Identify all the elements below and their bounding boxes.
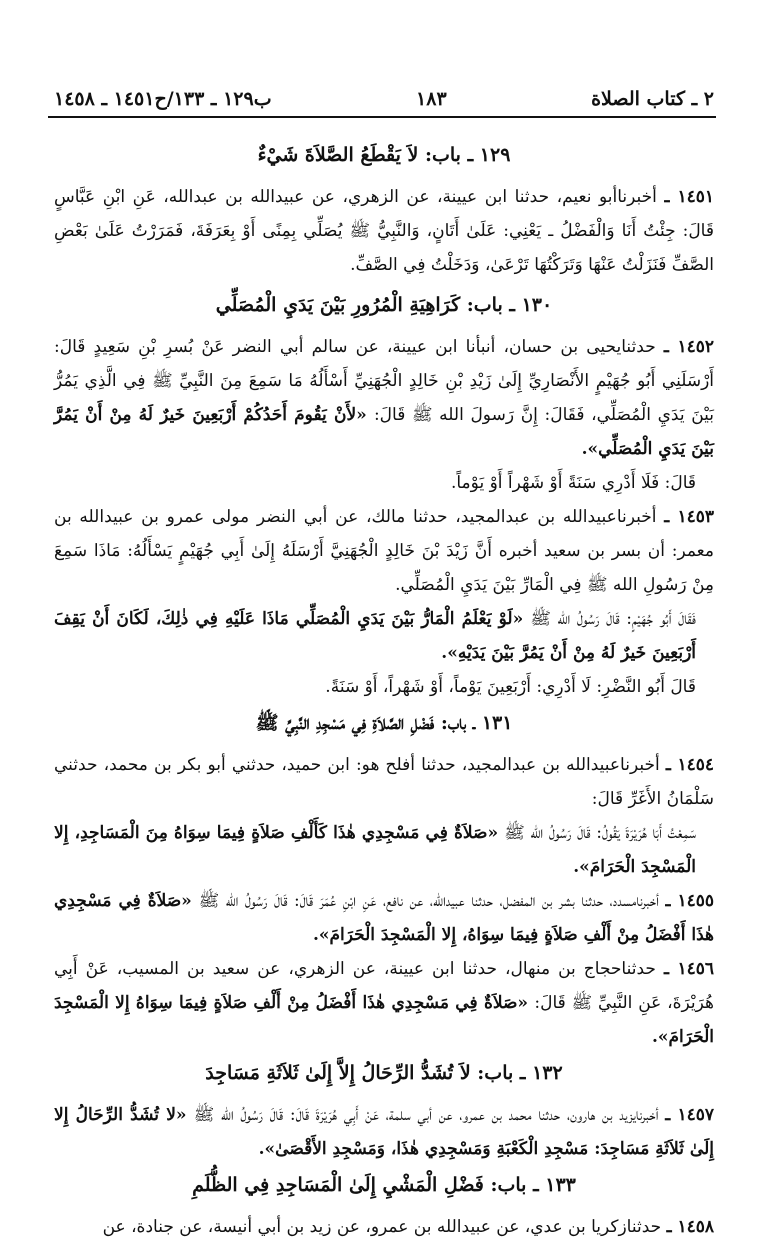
header-page-number: ١٨٣: [416, 88, 447, 110]
hadith-number: ١٤٥٨ ـ: [666, 1217, 714, 1237]
hadith-number: ١٤٥٤ ـ: [665, 755, 714, 775]
hadith-text: فَقَالَ أَبُو جُهَيْمٍ: قَالَ رَسُولُ الله ﷺ: [530, 609, 696, 629]
hadith-text: قَالَ أَبُو النَّضْرِ: لَا أَدْرِي: أَرْبَعِينَ يَوْماً، أَوْ شَهْراً، أَوْ سَنَةً.: [325, 677, 696, 697]
page-body: [54, 140, 714, 1244]
hadith-text: حدثنايحيى بن حسان، أنبأنا ابن عيينة، عن سالم أبي النضر عَنْ بُسرِ بْنِ سَعِيدٍ قَالَ: أَرْسَلَنِي أَبُو جُهَيْمٍ الأَنْصَارِيِّ إِلَىٰ زَيْدِ بْنِ خَالِدٍ الْجُهَنِيِّ أَسْأَلُهُ مَا سَمِعَ مِنَ النَّبِيِّ ﷺ فِي الَّذِي يَمُرُّ بَيْنَ يَدَيِ الْمُصَلِّي، فَقَالَ: إِنَّ رَسولَ الله ﷺ قَالَ:: [54, 337, 714, 425]
hadith-text: سَمِعْتُ أَبَا هُرَيْرَةَ يَقُولُ: قَالَ رَسُولُ الله ﷺ: [504, 823, 697, 843]
hadith-paragraph: [54, 602, 714, 670]
hadith-text: أخبرنامسدد، حدثنا بشر بن المفضل، حدثنا عبيدالله، عن نافع، عَنِ ابْنِ عُمَرَ قَالَ: قَالَ رَسُولُ الله ﷺ: [198, 891, 666, 911]
hadith-paragraph: [54, 180, 714, 282]
hadith-paragraph: [54, 1098, 714, 1166]
hadith-paragraph: [54, 670, 714, 704]
chapter-title: ١٣٢ ـ باب: لاَ تُشَدُّ الرِّحَالُ إِلاَّ إِلَىٰ ثَلاَثَةِ مَسَاجِدَ: [205, 1062, 563, 1084]
chapter-title: ١٢٩ ـ باب: لاَ يَقْطَعُ الصَّلاَةَ شَيْءٌ: [257, 144, 511, 166]
hadith-number: ١٤٥٥ ـ: [665, 891, 714, 911]
chapter-title: ١٣٠ ـ باب: كَرَاهِيَةِ الْمُرُورِ بَيْنَ يَدَيِ الْمُصَلِّي: [215, 294, 553, 316]
hadith-paragraph: [54, 330, 714, 466]
header-range: ب١٢٩ ـ ١٣٣/ح١٤٥١ ـ ١٤٥٨: [54, 88, 272, 110]
hadith-paragraph: [54, 884, 714, 952]
hadith-paragraph: [54, 952, 714, 1054]
hadith-paragraph: [54, 816, 714, 884]
hadith-quote: «صَلاَةٌ فِي مَسْجِدِي هٰذَا أَفْضَلُ مِنْ أَلْفِ صَلاَةٍ فِيمَا سِوَاهُ، إِلا الْمَسْجِدَ الْحَرَامَ».: [54, 891, 714, 945]
hadith-text: حدثنازكريا بن عدي، عن عبيدالله بن عمرو، عن زيد بن أبي أنيسة، عن جنادة، عن: [102, 1217, 667, 1237]
header-rule: [48, 116, 716, 118]
hadith-number: ١٤٥٢ ـ: [663, 337, 715, 357]
hadith-number: ١٤٥٦ ـ: [663, 959, 715, 979]
hadith-number: ١٤٥٣ ـ: [664, 507, 714, 527]
hadith-number: ١٤٥١ ـ: [664, 187, 714, 207]
hadith-quote: «صَلاَةٌ فِي مَسْجِدِي هٰذَا أَفْضَلُ مِنْ أَلْفِ صَلاَةٍ فِيمَا سِوَاهُ إِلا الْمَسْجِدَ الْحَرَامَ».: [54, 993, 714, 1047]
hadith-paragraph: [54, 1210, 714, 1244]
hadith-quote: «لَوْ يَعْلَمُ الْمَارُّ بَيْنَ يَدَيِ الْمُصَلِّي مَاذَا عَلَيْهِ فِي ذٰلِكَ، لَكَانَ أَنْ يَقِفَ أَرْبَعِينَ خَيرٌ لَهُ مِنْ أَنْ يَمُرَّ بَيْنَ يَدَيْهِ».: [54, 609, 696, 663]
header-chapter: ٢ ـ كتاب الصلاة: [591, 88, 714, 110]
hadith-number: ١٤٥٧ ـ: [665, 1105, 714, 1125]
running-head: [54, 84, 714, 114]
hadith-text: أخبرنايزيد بن هارون، حدثنا محمد بن عمرو، عن أبي سلمة، عَنْ أَبِي هُرَيْرَةَ قَالَ: قَالَ رَسُولُ الله ﷺ: [193, 1105, 666, 1125]
hadith-text: أخبرناأبو نعيم، حدثنا ابن عيينة، عن الزهري، عن عبيدالله بن عبدالله، عَنِ ابْنِ عَبَّاسٍ قَالَ: جِئْتُ أَنَا وَالْفَضْلُ ـ يَعْنِي: عَلَىٰ أَتَانٍ، وَالنَّبِيُّ ﷺ يُصَلِّي بِمِنًى أَوْ بِعَرَفَةَ، فَمَرَرْتُ عَلَىٰ بَعْضِ الصَّفِّ فَنَزَلْتُ عَنْهَا وَتَرَكْتُهَا تَرْعَىٰ، وَدَخَلْتُ فِي الصَّفِّ.: [54, 187, 714, 275]
hadith-text: أخبرناعبيدالله بن عبدالمجيد، حدثنا مالك، عن أبي النضر مولى عمرو بن عبيدالله بن معمر: أن بسر بن سعيد أخبره أَنَّ زَيْدَ بْنَ خَالِدٍ الْجُهَنِيَّ أَرْسَلَهُ إِلَىٰ أَبِي جُهَيْمٍ يَسْأَلُهُ: مَاذَا سَمِعَ مِنْ رَسُولِ الله ﷺ فِي الْمَارِّ بَيْنَ يَدَيِ الْمُصَلِّي.: [54, 507, 714, 595]
hadith-paragraph: [54, 748, 714, 816]
chapter-title: ١٣٣ ـ باب: فَضْلِ الْمَشْيِ إِلَىٰ الْمَسَاجِدِ فِي الظُّلَمِ: [192, 1174, 576, 1196]
hadith-text: أخبرناعبيدالله بن عبدالمجيد، حدثنا أفلح هو: ابن حميد، حدثني أبو بكر بن محمد، حدثني سَلْمَانُ الأَغَرِّ قَالَ:: [54, 755, 714, 809]
hadith-quote: «لا تُشَدُّ الرِّحَالُ إِلا إِلَىٰ ثَلاَثَةِ مَسَاجِدَ: مَسْجِدِ الْكَعْبَةِ وَمَسْجِدِي هٰذَا، وَمَسْجِدِ الأَقْصَىٰ».: [54, 1105, 714, 1159]
hadith-paragraph: [54, 466, 714, 500]
hadith-quote: «لأَنْ يَقُومَ أَحَدُكُمْ أَرْبَعِينَ خَيرٌ لَهُ مِنْ أَنْ يَمُرَّ بَيْنَ يَدَيِ الْمُصَلِّي».: [54, 405, 714, 459]
hadith-text: قَالَ: فَلَا أَدْرِي سَنَةً أَوْ شَهْراً أَوْ يَوْماً.: [450, 473, 696, 493]
hadith-quote: «صَلاَةٌ فِي مَسْجِدِي هٰذَا كَأَلْفِ صَلاَةٍ فِيمَا سِوَاهُ مِنَ الْمَسَاجِدِ، إِلا الْمَسْجِدَ الْحَرَامَ».: [54, 823, 696, 877]
hadith-paragraph: [54, 500, 714, 602]
chapter-title: ١٣١ ـ باب: فَضْلِ الصَّلاَةِ فِي مَسْجِدِ النَّبِيِّ ﷺ: [255, 712, 513, 734]
hadith-text: حدثناحجاج بن منهال، حدثنا ابن عيينة، عن الزهري، عن سعيد بن المسيب، عَنْ أَبِي هُرَيْرَةَ، عَنِ النَّبِيِّ ﷺ قَالَ:: [54, 959, 714, 1013]
